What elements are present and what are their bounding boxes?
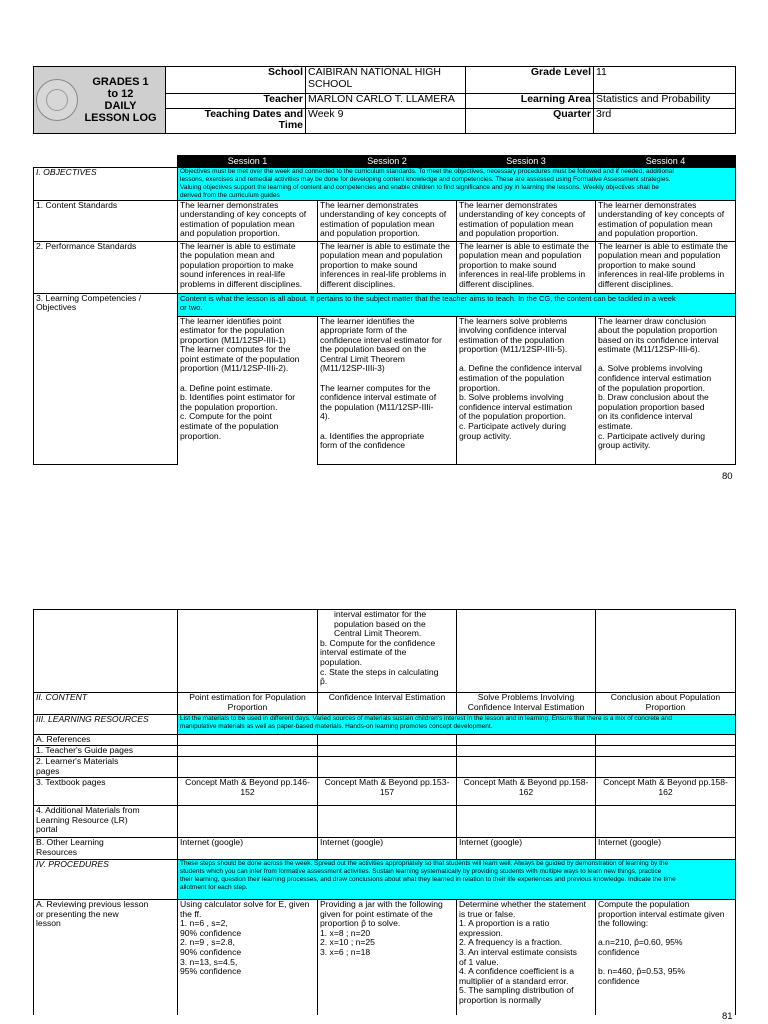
additional-materials-label: 4. Additional Materials from Learning Resource (LR) portal	[34, 806, 178, 838]
session-header: Session 4	[596, 156, 736, 168]
content-standard-cell: The learner demonstrates understanding of key concepts of estimation of population mean and population proportion.	[318, 200, 457, 241]
review-activity-cell: Compute the population proportion interval estimate given the following: a.n=210, p̂=0.60, 95% confidence b. n=460, p̂=0.53, 95% confidence	[596, 900, 736, 1015]
performance-standard-cell: The learner is able to estimate the population mean and population proportion to make sound inferences in real-life problems in different disciplines.	[457, 241, 596, 293]
procedures-label: IV. PROCEDURES	[34, 860, 178, 900]
competencies-label: 3. Learning Competencies / Objectives	[34, 293, 178, 464]
competency-continuation: interval estimator for the population based on the Central Limit Theorem. b. Compute for the confidence interval estimate of the population. c. State the steps in calculating p̂.	[318, 610, 457, 693]
other-resource-cell: Internet (google)	[178, 838, 318, 860]
title-line: to 12	[107, 88, 134, 100]
textbook-cell: Concept Math & Beyond pp.158- 162	[596, 778, 736, 806]
content-cell: Point estimation for Population Proportion	[178, 693, 318, 715]
textbook-cell: Concept Math & Beyond pp.158- 162	[457, 778, 596, 806]
review-activity-cell: Providing a jar with the following given for point estimate of the proportion p̂ to solve. 1. x=8 ; n=20 2. x=10 ; n=25 3. x=6 ; n=18	[318, 900, 457, 1015]
other-resource-cell: Internet (google)	[457, 838, 596, 860]
quarter-label: Quarter	[466, 108, 594, 133]
title-line: DAILY	[104, 100, 137, 112]
learning-area-value: Statistics and Probability	[594, 94, 736, 108]
procedures-note: These steps should be done across the week. Spread out the activities appropriately so that students will learn well. Always be guided by demonstration of learning by the students which you can infer from formative assessment activities. Sustain learning systematically by providing students with multiple ways to learn new things, practice their learning, question their learning processes, and draw conclusions about what they learned in relation to their life experiences and previous knowledge. Indicate the time allotment for each step.	[178, 860, 736, 900]
grade-level-value: 11	[594, 67, 736, 94]
objectives-note: Objectives must be met over the week and connected to the curriculum standards. To meet the objectives, necessary procedures must be followed and if needed, additional lessons, exercises and remedial activities may be done for developing content knowledge and competencies. These are assessed using Formative Assessment strategies. Valuing objectives support the learning of content and competencies and enable children to find significance and joy in learning the lessons. Weekly objectives shall be derived from the curriculum guides	[178, 167, 736, 200]
objectives-table	[33, 155, 736, 465]
performance-standard-cell: The learner is able to estimate the population mean and population proportion to make sound inferences in real-life problems in different disciplines.	[178, 241, 318, 293]
learners-materials-label: 2. Learner's Materials pages	[34, 757, 178, 778]
content-standard-cell: The learner demonstrates understanding of key concepts of estimation of population mean and population proportion.	[178, 200, 318, 241]
other-resource-cell: Internet (google)	[318, 838, 457, 860]
competencies-note: Content is what the lesson is all about. It pertains to the subject matter that the teacher aims to teach. In the CG, the content can be tackled in a week or two.	[178, 293, 736, 316]
performance-standards-label: 2. Performance Standards	[34, 241, 178, 293]
content-standard-cell: The learner demonstrates understanding of key concepts of estimation of population mean and population proportion.	[457, 200, 596, 241]
review-activity-cell: Using calculator solve for E, given the ff. 1. n=6 , s=2, 90% confidence 2. n=9 , s=2.8, 90% confidence 3. n=13, s=4.5, 95% confidence	[178, 900, 318, 1015]
competency-cell: The learner draw conclusion about the population proportion based on its confidence interval estimate (M11/12SP-IIIi-6). a. Solve problems involving confidence interval estimation of the population proportion. b. Draw conclusion about the population proportion based on its confidence interval estimate. c. Participate actively during group activity.	[596, 316, 736, 464]
deped-seal-logo	[36, 79, 78, 121]
other-resource-cell: Internet (google)	[596, 838, 736, 860]
review-activity-cell: Determine whether the statement is true or false. 1. A proportion is a ratio expression. 2. A frequency is a fraction. 3. An interval estimate consists of 1 value. 4. A confidence coefficient is a multiplier of a standard error. 5. The sampling distribution of proportion is normally	[457, 900, 596, 1015]
header-table	[33, 66, 736, 134]
school-label: School	[166, 67, 306, 94]
teaching-dates-value: Week 9	[306, 108, 466, 133]
page-number: 81	[722, 1011, 733, 1022]
page-number: 80	[722, 471, 733, 482]
learning-resources-note: List the materials to be used in different days. Varied sources of materials sustain children's interest in the lesson and in learning. Ensure that there is a mix of concrete and manipulative materials as well as paper-based materials. Hands-on learning promotes concept development.	[178, 715, 736, 735]
session-header: Session 2	[318, 156, 457, 168]
competency-cell: The learner identifies the appropriate form of the confidence interval estimator for the population based on the Central Limit Theorem (M11/12SP-IIIi-3) The learner computes for the confidence interval estimate of the population (M11/12SP-IIIi- 4). a. Identifies the appropriate form of the confidence	[318, 316, 457, 464]
content-label: II. CONTENT	[34, 693, 178, 715]
learning-resources-label: III. LEARNING RESOURCES	[34, 715, 178, 735]
competency-cell: The learners solve problems involving confidence interval estimation of the population proportion (M11/12SP-IIIi-5). a. Define the confidence interval estimation of the population proportion. b. Solve problems involving confidence interval estimation of the population proportion. c. Participate actively during group activity.	[457, 316, 596, 464]
school-value: CAIBIRAN NATIONAL HIGH SCHOOL	[306, 67, 466, 94]
references-label: A. References	[34, 735, 178, 746]
other-resources-label: B. Other Learning Resources	[34, 838, 178, 860]
teaching-dates-label: Teaching Dates and Time	[166, 108, 306, 133]
content-cell: Solve Problems Involving Confidence Interval Estimation	[457, 693, 596, 715]
teacher-label: Teacher	[166, 94, 306, 108]
grade-level-label: Grade Level	[466, 67, 594, 94]
content-standard-cell: The learner demonstrates understanding of key concepts of estimation of population mean and population proportion.	[596, 200, 736, 241]
quarter-value: 3rd	[594, 108, 736, 133]
content-cell: Conclusion about Population Proportion	[596, 693, 736, 715]
competency-cell: The learner identifies point estimator for the population proportion (M11/12SP-IIIi-1) The learner computes for the point estimate of the population proportion (M11/12SP-IIIi-2). a. Define point estimate. b. Identifies point estimator for the population proportion. c. Compute for the point estimate of the population proportion.	[178, 316, 318, 464]
textbook-cell: Concept Math & Beyond pp.153- 157	[318, 778, 457, 806]
objectives-label: I. OBJECTIVES	[34, 167, 178, 200]
content-standards-label: 1. Content Standards	[34, 200, 178, 241]
content-cell: Confidence Interval Estimation	[318, 693, 457, 715]
title-block	[34, 67, 166, 134]
session-header: Session 1	[178, 156, 318, 168]
performance-standard-cell: The learner is able to estimate the population mean and population proportion to make sound inferences in real-life problems in different disciplines.	[318, 241, 457, 293]
textbook-cell: Concept Math & Beyond pp.146- 152	[178, 778, 318, 806]
review-lesson-label: A. Reviewing previous lesson or presenting the new lesson	[34, 900, 178, 1015]
title-line: LESSON LOG	[84, 112, 157, 124]
learning-area-label: Learning Area	[466, 94, 594, 108]
teachers-guide-label: 1. Teacher's Guide pages	[34, 746, 178, 757]
performance-standard-cell: The learner is able to estimate the population mean and population proportion to make sound inferences in real-life problems in different disciplines.	[596, 241, 736, 293]
session-header: Session 3	[457, 156, 596, 168]
resources-procedures-table	[33, 609, 736, 1015]
textbook-label: 3. Textbook pages	[34, 778, 178, 806]
title-line: GRADES 1	[92, 76, 149, 88]
teacher-value: MARLON CARLO T. LLAMERA	[306, 94, 466, 108]
